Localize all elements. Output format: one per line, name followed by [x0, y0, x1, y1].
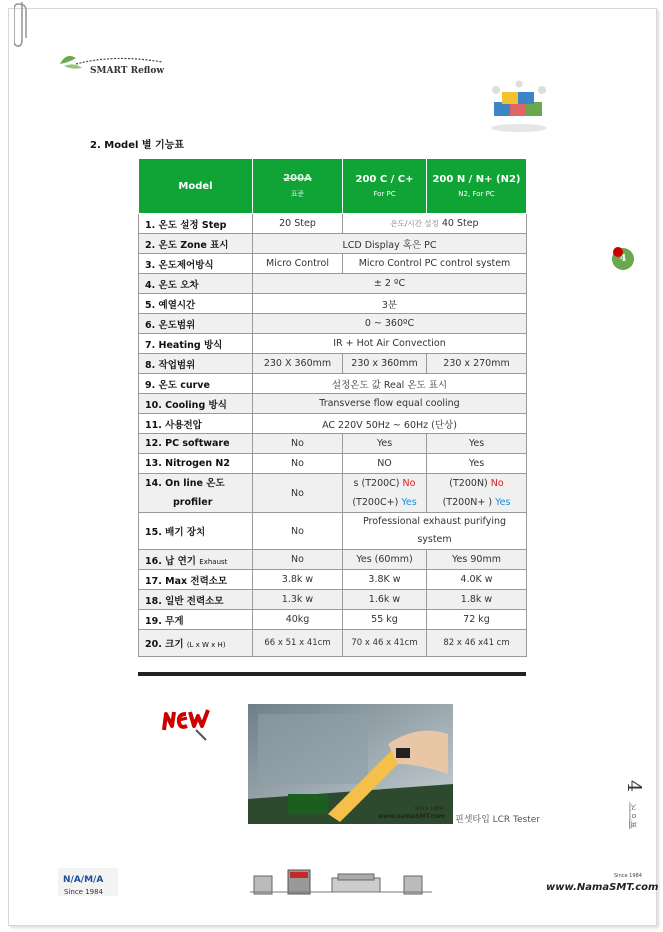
table-cell: 3분 [253, 294, 527, 314]
table-row [139, 590, 527, 610]
reflow-machines-image [250, 862, 432, 902]
row-label: 17. Max 전력소모 [139, 570, 253, 590]
table-row [139, 234, 527, 254]
table-row [139, 474, 527, 513]
row-label: 5. 예열시간 [139, 294, 253, 314]
row-label [139, 550, 253, 570]
table-cell: No [253, 434, 343, 454]
table-row [139, 274, 527, 294]
table-cell: Yes (60mm) [343, 550, 427, 570]
table-row [139, 294, 527, 314]
paperclip-icon [14, 0, 30, 48]
footer-since: Since 1984 [614, 873, 642, 879]
header-model: Model [139, 159, 253, 214]
row-label: 10. Cooling 방식 [139, 394, 253, 414]
table-cell: Yes [427, 434, 527, 454]
table-cell: Micro Control PC control system [343, 254, 527, 274]
side-page-label: 페이지 [629, 802, 639, 829]
header-200a-title: 200A [283, 173, 312, 184]
row-label: 15. 배기 장치 [139, 513, 253, 550]
table-row [139, 434, 527, 454]
table-cell: 0 ~ 360ºC [253, 314, 527, 334]
table-cell: 40kg [253, 610, 343, 630]
row-label: 11. 사용전압 [139, 414, 253, 434]
header-200c [343, 159, 427, 214]
model-spec-table [138, 158, 527, 657]
table-cell: 4.0K w [427, 570, 527, 590]
photo-watermark-since: Since 1984 [415, 806, 443, 812]
row-label: 2. 온도 Zone 표시 [139, 234, 253, 254]
table-cell [343, 214, 527, 234]
table-row [139, 354, 527, 374]
table-cell: 1.6k w [343, 590, 427, 610]
photo-caption: 핀셋타입 LCR Tester [455, 815, 541, 825]
cell-flag-no: No [490, 478, 504, 489]
table-cell: 3.8K w [343, 570, 427, 590]
table-cell: Professional exhaust purifying system [343, 513, 527, 550]
table-row [139, 334, 527, 354]
table-row [139, 394, 527, 414]
cell-text: s (T200C) [353, 478, 403, 489]
table-cell: 230 x 360mm [343, 354, 427, 374]
cell-text: (T200C+) [352, 497, 402, 508]
row-label-small: Exhaust [199, 557, 228, 566]
table-cell: Transverse flow equal cooling [253, 394, 527, 414]
row-label: 6. 온도범위 [139, 314, 253, 334]
table-cell: No [253, 474, 343, 513]
side-page-number: 4 [623, 780, 645, 793]
table-cell: 설정온도 값 Real 온도 표시 [253, 374, 527, 394]
row-label [139, 630, 253, 657]
row-label-line1: 14. On line 온도 [145, 478, 225, 489]
table-row [139, 254, 527, 274]
table-cell [427, 474, 527, 513]
table-row [139, 570, 527, 590]
header-200n-sub: N2, For PC [458, 190, 495, 198]
cell-prefix: 온도/시간 설정 [390, 219, 439, 228]
table-cell: Micro Control [253, 254, 343, 274]
table-row [139, 630, 527, 657]
table-row [139, 314, 527, 334]
puzzle-people-icon [486, 80, 552, 134]
table-cell: AC 220V 50Hz ~ 60Hz (단상) [253, 414, 527, 434]
header-200n [427, 159, 527, 214]
cell-main: 40 Step [441, 218, 479, 229]
cell-flag-no: No [402, 478, 416, 489]
section-title: 2. Model 별 기능표 [90, 140, 185, 151]
row-label: 8. 작업범위 [139, 354, 253, 374]
row-label: 12. PC software [139, 434, 253, 454]
row-label: 4. 온도 오차 [139, 274, 253, 294]
header-200a-sub: 표준 [290, 190, 305, 198]
table-row [139, 610, 527, 630]
table-row [139, 414, 527, 434]
table-cell [343, 474, 427, 513]
table-cell: NO [343, 454, 427, 474]
table-cell: 1.8k w [427, 590, 527, 610]
table-cell: No [253, 550, 343, 570]
row-label: 19. 무게 [139, 610, 253, 630]
header-200a [253, 159, 343, 214]
table-header-row [139, 159, 527, 214]
row-label: 13. Nitrogen N2 [139, 454, 253, 474]
header-200c-sub: For PC [373, 190, 396, 198]
page-badge-number: 4 [620, 254, 627, 264]
row-label-main: 16. 납 연기 [145, 555, 196, 567]
row-label-line2: profiler [173, 497, 213, 508]
table-cell: 70 x 46 x 41cm [343, 630, 427, 657]
table-cell: 230 X 360mm [253, 354, 343, 374]
table-cell: 20 Step [253, 214, 343, 234]
row-label: 9. 온도 curve [139, 374, 253, 394]
table-row [139, 454, 527, 474]
cell-flag-yes: Yes [495, 497, 511, 508]
table-cell: 3.8k w [253, 570, 343, 590]
logo-text: SMART Reflow [90, 66, 165, 76]
table-cell: No [253, 513, 343, 550]
table-cell: Yes [427, 454, 527, 474]
row-label: 7. Heating 방식 [139, 334, 253, 354]
table-cell: No [253, 454, 343, 474]
new-stamp-icon [160, 702, 214, 742]
row-label-main: 20. 크기 [145, 639, 184, 650]
nama-since: Since 1984 [64, 888, 104, 896]
header-200c-title: 200 C / C+ [355, 174, 414, 185]
nama-logo-text: N/A/M/A [63, 875, 104, 885]
row-label [139, 474, 253, 513]
table-cell: Yes 90mm [427, 550, 527, 570]
row-label-small: (L x W x H) [186, 641, 226, 649]
table-cell: 82 x 46 x41 cm [427, 630, 527, 657]
row-label: 3. 온도제어방식 [139, 254, 253, 274]
cell-text: (T200N) [449, 478, 491, 489]
row-label: 18. 일반 전력소모 [139, 590, 253, 610]
table-cell: 230 x 270mm [427, 354, 527, 374]
table-row [139, 374, 527, 394]
table-cell: 1.3k w [253, 590, 343, 610]
table-row [139, 214, 527, 234]
row-label: 1. 온도 설정 Step [139, 214, 253, 234]
photo-watermark-url: www.namaSMT.com [378, 813, 445, 820]
table-cell: LCD Display 혹은 PC [253, 234, 527, 254]
table-row [139, 513, 527, 550]
header-200n-title: 200 N / N+ (N2) [432, 174, 521, 185]
table-cell: ± 2 ºC [253, 274, 527, 294]
table-cell: 66 x 51 x 41cm [253, 630, 343, 657]
cell-text: (T200N+ ) [442, 497, 496, 508]
table-cell: 72 kg [427, 610, 527, 630]
footer-url: www.NamaSMT.com [546, 882, 659, 893]
table-cell: IR + Hot Air Convection [253, 334, 527, 354]
table-row [139, 550, 527, 570]
table-cell: 55 kg [343, 610, 427, 630]
table-bottom-bar [138, 672, 526, 676]
cell-flag-yes: Yes [401, 497, 417, 508]
table-cell: Yes [343, 434, 427, 454]
